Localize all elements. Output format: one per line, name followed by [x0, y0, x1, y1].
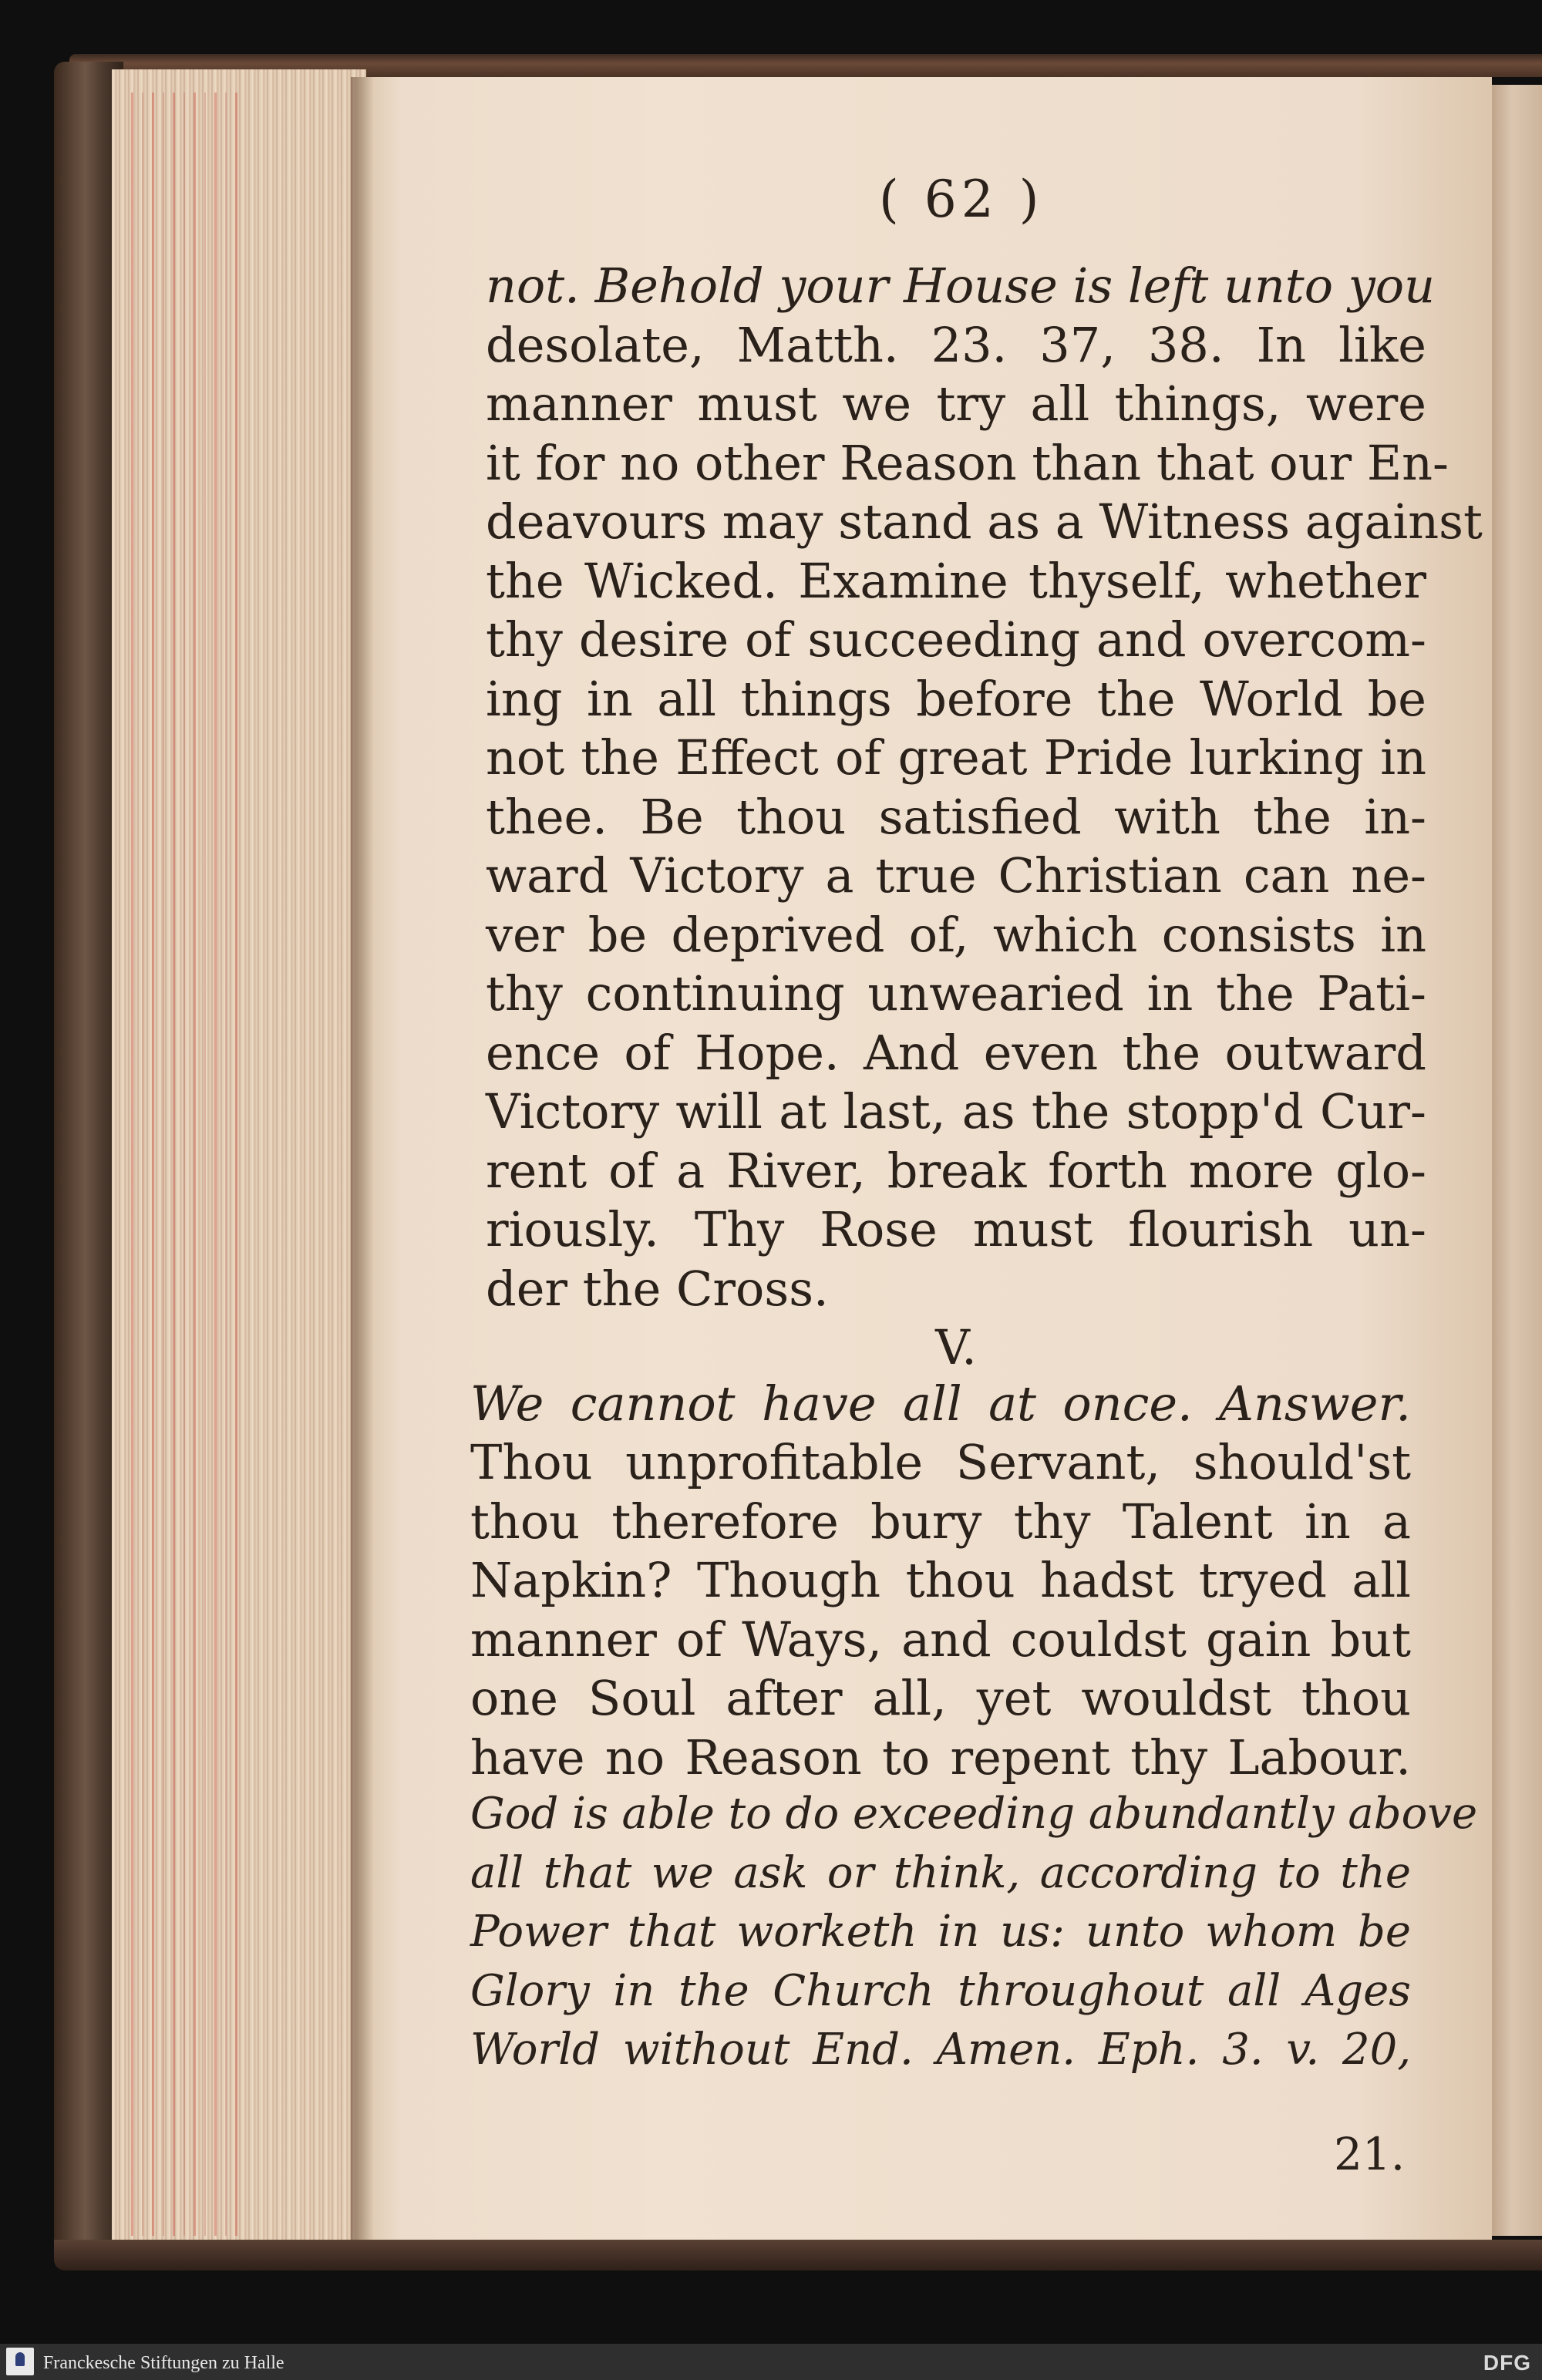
text-line: Victory will at last, as the stopp'd Cur- — [486, 1083, 1426, 1140]
text-line: thou therefore bury thy Talent in a — [470, 1493, 1411, 1550]
text-line: rent of a River, break forth more glo- — [486, 1142, 1426, 1199]
text-line: thee. Be thou satisfied with the in- — [486, 788, 1426, 845]
viewer-footer — [0, 2344, 1542, 2380]
facing-page-edge — [1492, 85, 1542, 2236]
text-line: der the Cross. — [486, 1260, 829, 1317]
text-line: one Soul after all, yet wouldst thou — [470, 1670, 1411, 1726]
book-cover-bottom — [54, 2240, 1542, 2271]
text-line: We cannot have all at once. Answer. — [470, 1375, 1411, 1432]
text-line: Power that worketh in us: unto whom be — [470, 1907, 1411, 1957]
text-line: thy continuing unwearied in the Pati- — [486, 965, 1426, 1022]
text-line: deavours may stand as a Witness against — [486, 493, 1483, 550]
text-line: have no Reason to repent thy Labour. — [470, 1729, 1411, 1786]
red-edge-marks — [131, 93, 239, 2236]
text-line: not the Effect of great Pride lurking in — [486, 729, 1426, 786]
text-line: desolate, Matth. 23. 37, 38. In like — [486, 316, 1426, 373]
text-line: manner must we try all things, were — [486, 375, 1426, 432]
text-line: ing in all things before the World be — [486, 670, 1426, 727]
page-gutter-shadow — [351, 77, 374, 2251]
institution-name: Franckesche Stiftungen zu Halle — [43, 2353, 284, 2373]
text-line: Glory in the Church throughout all Ages — [470, 1965, 1411, 2016]
text-line: all that we ask or think, according to the — [470, 1847, 1411, 1898]
text-line: ence of Hope. And even the outward — [486, 1024, 1426, 1081]
text-line: it for no other Reason than that our En- — [486, 434, 1449, 491]
text-line: ward Victory a true Christian can ne- — [486, 847, 1426, 904]
page-number: ( 62 ) — [879, 170, 1044, 229]
text-line: Napkin? Though thou hadst tryed all — [470, 1552, 1411, 1608]
text-line: God is able to do exceeding abundantly above — [470, 1789, 1478, 1839]
dfg-logo: DFG — [1483, 2351, 1531, 2375]
text-line: thy desire of succeeding and overcom- — [486, 611, 1426, 668]
text-line: riously. Thy Rose must flourish un- — [486, 1201, 1426, 1257]
institution-logo-icon — [6, 2348, 34, 2375]
text-line: manner of Ways, and couldst gain but — [470, 1611, 1411, 1668]
text-line: Thou unprofitable Servant, should'st — [470, 1434, 1411, 1490]
text-line: ver be deprived of, which consists in — [486, 906, 1426, 963]
section-heading: V. — [935, 1319, 977, 1375]
text-line: the Wicked. Examine thyself, whether — [486, 552, 1426, 609]
text-line: World without End. Amen. Eph. 3. v. 20, — [470, 2025, 1411, 2075]
catchword: 21. — [1334, 2128, 1406, 2180]
text-line: not. Behold your House is left unto you — [486, 258, 1436, 314]
